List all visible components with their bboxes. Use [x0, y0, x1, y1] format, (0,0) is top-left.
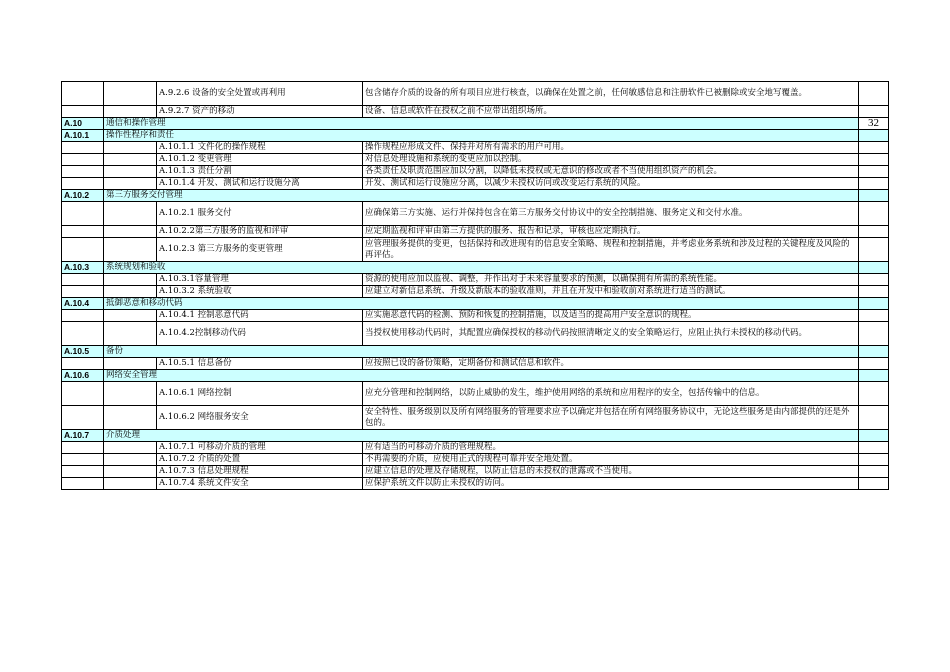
control-description: 应确保第三方实施、运行并保持包含在第三方服务交付协议中的安全控制措施、服务定义和交付水准。 [363, 202, 859, 226]
control-row [62, 406, 889, 430]
control-row [62, 442, 889, 454]
control-description: 设备、信息或软件在授权之前不应带出组织场所。 [363, 106, 859, 118]
control-name: A.10.6.2 网络服务安全 [157, 406, 363, 430]
remark-cell-empty [859, 274, 889, 286]
control-description: 应管理服务提供的变更，包括保持和改进现有的信息安全策略、规程和控制措施，并考虑业务系统和涉及过程的关键程度及风险的再评估。 [363, 238, 859, 262]
section-end-cell [859, 430, 889, 442]
remark-cell-empty [859, 286, 889, 298]
remark-cell-empty [859, 142, 889, 154]
indent-cell-empty [104, 202, 157, 226]
section-row [62, 370, 889, 382]
section-code: A.10.1 [62, 130, 104, 142]
control-name: A.10.7.3 信息处理规程 [157, 466, 363, 478]
indent-cell-empty [104, 286, 157, 298]
remark-cell-empty [859, 178, 889, 190]
indent-cell-empty [104, 310, 157, 322]
remark-cell-empty [859, 202, 889, 226]
indent-cell-empty [104, 178, 157, 190]
section-code: A.10.3 [62, 262, 104, 274]
control-description: 应按照已设的备份策略，定期备份和测试信息和软件。 [363, 358, 859, 370]
control-name: A.10.3.1容量管理 [157, 274, 363, 286]
control-row [62, 382, 889, 406]
remark-cell-empty [859, 82, 889, 106]
code-cell-empty [62, 106, 104, 118]
code-cell-empty [62, 310, 104, 322]
control-row [62, 106, 889, 118]
indent-cell-empty [104, 106, 157, 118]
code-cell-empty [62, 478, 104, 490]
control-description: 不再需要的介质，应使用正式的规程可靠并安全地处置。 [363, 454, 859, 466]
section-code: A.10.2 [62, 190, 104, 202]
code-cell-empty [62, 322, 104, 346]
section-row [62, 262, 889, 274]
code-cell-empty [62, 178, 104, 190]
remark-cell-empty [859, 442, 889, 454]
code-cell-empty [62, 274, 104, 286]
control-description: 应定期监视和评审由第三方提供的服务、报告和记录，审核也应定期执行。 [363, 226, 859, 238]
section-title: 抵御恶意和移动代码 [104, 298, 859, 310]
control-name: A.10.2.3 第三方服务的变更管理 [157, 238, 363, 262]
indent-cell-empty [104, 358, 157, 370]
remark-cell-empty [859, 466, 889, 478]
control-description: 资源的使用应加以监视、调整，并作出对于未来容量要求的预测，以确保拥有所需的系统性能。 [363, 274, 859, 286]
control-name: A.10.7.4 系统文件安全 [157, 478, 363, 490]
control-description: 应实施恶意代码的检测、预防和恢复的控制措施，以及适当的提高用户安全意识的规程。 [363, 310, 859, 322]
code-cell-empty [62, 382, 104, 406]
control-row [62, 202, 889, 226]
control-row [62, 478, 889, 490]
section-end-cell [859, 130, 889, 142]
control-row [62, 322, 889, 346]
indent-cell-empty [104, 478, 157, 490]
remark-cell-empty [859, 310, 889, 322]
control-description: 应有适当的可移动介质的管理规程。 [363, 442, 859, 454]
indent-cell-empty [104, 442, 157, 454]
code-cell-empty [62, 454, 104, 466]
section-title: 网络安全管理 [104, 370, 859, 382]
remark-cell-empty [859, 454, 889, 466]
main-section-row [62, 118, 889, 130]
control-name: A.10.2.1 服务交付 [157, 202, 363, 226]
code-cell-empty [62, 286, 104, 298]
control-description: 应建立信息的处理及存储规程，以防止信息的未授权的泄露或不当使用。 [363, 466, 859, 478]
section-title: 备份 [104, 346, 859, 358]
control-name: A.10.2.2第三方服务的监视和评审 [157, 226, 363, 238]
section-end-cell [859, 298, 889, 310]
indent-cell-empty [104, 238, 157, 262]
section-title: 系统规划和验收 [104, 262, 859, 274]
control-description: 包含储存介质的设备的所有项目应进行核查，以确保在处置之前，任何敏感信息和注册软件已被删除或安全地写覆盖。 [363, 82, 859, 106]
control-row [62, 178, 889, 190]
control-row [62, 358, 889, 370]
control-description: 各类责任及职责范围应加以分割，以降低未授权或无意识的修改或者不当使用组织资产的机会。 [363, 166, 859, 178]
control-description: 应充分管理和控制网络，以防止威胁的发生，维护使用网络的系统和应用程序的安全，包括传输中的信息。 [363, 382, 859, 406]
indent-cell-empty [104, 274, 157, 286]
remark-cell-empty [859, 154, 889, 166]
control-description: 操作规程应形成文件、保持并对所有需求的用户可用。 [363, 142, 859, 154]
code-cell-empty [62, 238, 104, 262]
control-row [62, 286, 889, 298]
indent-cell-empty [104, 406, 157, 430]
control-name: A.9.2.7 资产的移动 [157, 106, 363, 118]
code-cell-empty [62, 358, 104, 370]
code-cell-empty [62, 166, 104, 178]
section-code: A.10.6 [62, 370, 104, 382]
section-end-cell [859, 346, 889, 358]
section-row [62, 298, 889, 310]
control-name: A.9.2.6 设备的安全处置或再利用 [157, 82, 363, 106]
indent-cell-empty [104, 166, 157, 178]
indent-cell-empty [104, 454, 157, 466]
control-row [62, 226, 889, 238]
controls-table [61, 81, 889, 490]
remark-cell-empty [859, 358, 889, 370]
remark-cell-empty [859, 322, 889, 346]
control-row [62, 466, 889, 478]
page-number: 32 [859, 118, 889, 130]
control-row [62, 454, 889, 466]
code-cell-empty [62, 142, 104, 154]
control-description: 开发、测试和运行设施应分离，以减少未授权访问或改变运行系统的风险。 [363, 178, 859, 190]
section-title: 介质处理 [104, 430, 859, 442]
code-cell-empty [62, 154, 104, 166]
code-cell-empty [62, 406, 104, 430]
indent-cell-empty [104, 82, 157, 106]
code-cell-empty [62, 442, 104, 454]
section-end-cell [859, 190, 889, 202]
control-description: 对信息处理设施和系统的变更应加以控制。 [363, 154, 859, 166]
control-name: A.10.7.2 介质的处置 [157, 454, 363, 466]
remark-cell-empty [859, 382, 889, 406]
control-description: 应建立对新信息系统、升级及新版本的验收准则，并且在开发中和验收前对系统进行适当的测试。 [363, 286, 859, 298]
section-title: 通信和操作管理 [104, 118, 859, 130]
control-row [62, 238, 889, 262]
control-row [62, 274, 889, 286]
control-row [62, 154, 889, 166]
section-end-cell [859, 262, 889, 274]
control-row [62, 310, 889, 322]
indent-cell-empty [104, 382, 157, 406]
control-name: A.10.1.1 文件化的操作规程 [157, 142, 363, 154]
remark-cell-empty [859, 238, 889, 262]
code-cell-empty [62, 466, 104, 478]
control-row [62, 142, 889, 154]
section-code: A.10.4 [62, 298, 104, 310]
control-name: A.10.1.3 责任分割 [157, 166, 363, 178]
indent-cell-empty [104, 322, 157, 346]
section-end-cell [859, 370, 889, 382]
control-name: A.10.4.1 控制恶意代码 [157, 310, 363, 322]
control-name: A.10.3.2 系统验收 [157, 286, 363, 298]
control-name: A.10.1.2 变更管理 [157, 154, 363, 166]
controls-table-body [62, 82, 889, 490]
section-title: 第三方服务交付管理 [104, 190, 859, 202]
section-row [62, 130, 889, 142]
control-row [62, 82, 889, 106]
indent-cell-empty [104, 142, 157, 154]
code-cell-empty [62, 82, 104, 106]
control-name: A.10.5.1 信息备份 [157, 358, 363, 370]
control-description: 应保护系统文件以防止未授权的访问。 [363, 478, 859, 490]
code-cell-empty [62, 226, 104, 238]
section-title: 操作性程序和责任 [104, 130, 859, 142]
indent-cell-empty [104, 466, 157, 478]
remark-cell-empty [859, 406, 889, 430]
section-code: A.10.7 [62, 430, 104, 442]
remark-cell-empty [859, 478, 889, 490]
section-code: A.10.5 [62, 346, 104, 358]
section-row [62, 346, 889, 358]
remark-cell-empty [859, 166, 889, 178]
indent-cell-empty [104, 226, 157, 238]
section-row [62, 430, 889, 442]
control-name: A.10.4.2控制移动代码 [157, 322, 363, 346]
control-name: A.10.6.1 网络控制 [157, 382, 363, 406]
remark-cell-empty [859, 106, 889, 118]
section-row [62, 190, 889, 202]
remark-cell-empty [859, 226, 889, 238]
control-description: 安全特性、服务级别以及所有网络服务的管理要求应予以确定并包括在所有网络服务协议中，无论这些服务是由内部提供的还是外包的。 [363, 406, 859, 430]
section-code: A.10 [62, 118, 104, 130]
control-description: 当授权使用移动代码时，其配置应确保授权的移动代码按照清晰定义的安全策略运行，应阻止执行未授权的移动代码。 [363, 322, 859, 346]
code-cell-empty [62, 202, 104, 226]
control-name: A.10.1.4 开发、测试和运行设施分离 [157, 178, 363, 190]
control-row [62, 166, 889, 178]
indent-cell-empty [104, 154, 157, 166]
control-name: A.10.7.1 可移动介质的管理 [157, 442, 363, 454]
